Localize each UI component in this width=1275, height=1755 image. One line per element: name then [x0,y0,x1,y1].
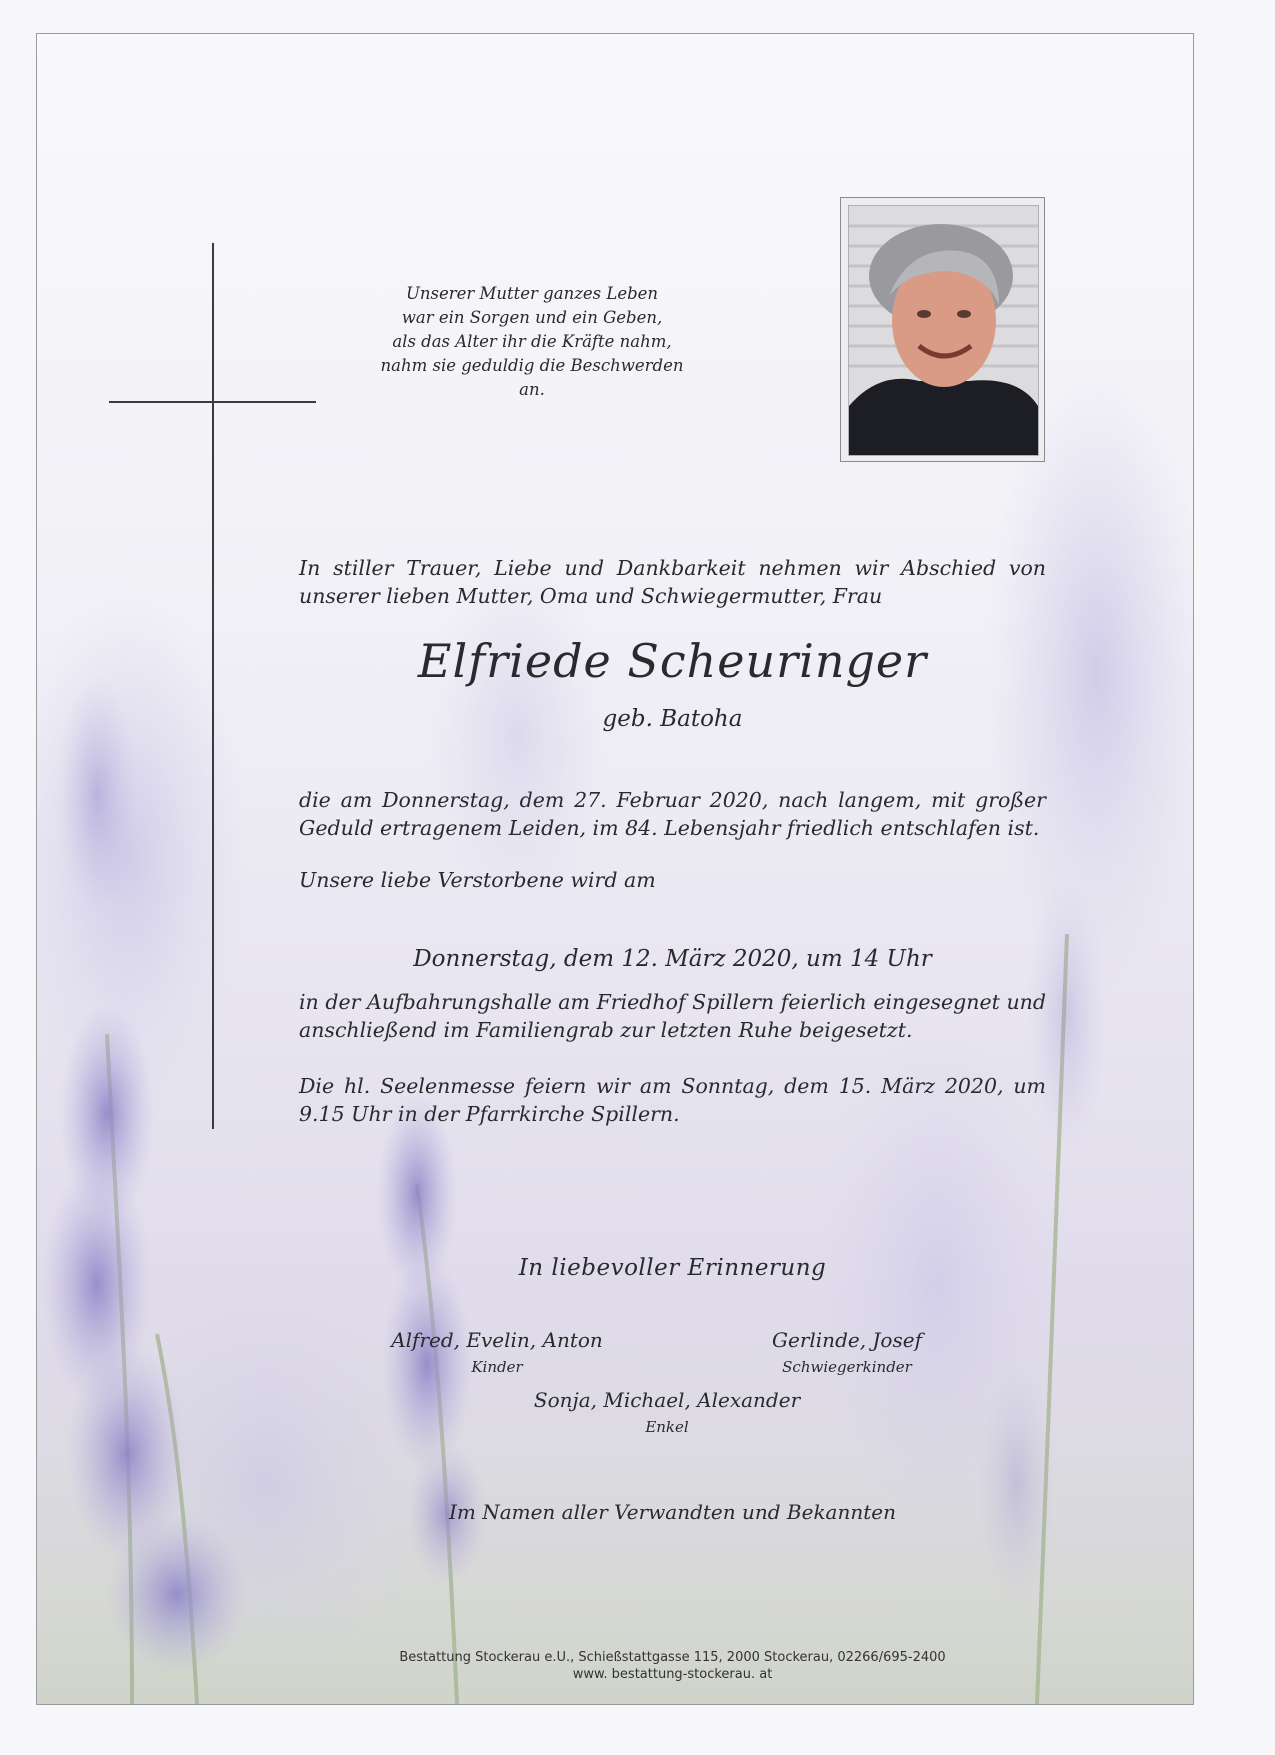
motto-line: nahm sie geduldig die Beschwerden an. [380,356,684,399]
mourner-group-children [387,1328,607,1376]
funeral-intro: Unsere liebe Verstorbene wird am [299,868,656,892]
mass-text: Die hl. Seelenmesse feiern wir am Sonntag, dem 15. März 2020, um 9.15 Uhr in der Pfarrkirche Spillern. [299,1074,1046,1126]
mourner-names: Gerlinde, Josef [772,1328,922,1352]
deceased-name: Elfriede Scheuringer [417,634,928,688]
maiden-name: geb. Batoha [602,706,743,732]
closing-line: Im Namen aller Verwandten und Bekannten [448,1500,896,1524]
mourner-group-grandchildren [512,1388,822,1436]
cross-bar [109,401,316,403]
motto-line: Unserer Mutter ganzes Leben [405,284,659,303]
death-text: die am Donnerstag, dem 27. Februar 2020, nach langem, mit großer Geduld ertragenem Leiden, im 84. Lebensjahr friedlich entschlafen ist. [299,788,1046,840]
footer [299,1649,1046,1683]
funeral-date: Donnerstag, dem 12. März 2020, um 14 Uhr [413,946,932,972]
cross-icon [212,243,214,1129]
funeral-text: in der Aufbahrungshalle am Friedhof Spillern feierlich eingesegnet und anschließend im Familiengrab zur letzten Ruhe beigesetzt. [299,990,1046,1042]
mourner-relation: Schwiegerkinder [782,1358,912,1376]
motto-line: war ein Sorgen und ein Geben, [401,308,663,327]
motto-line: als das Alter ihr die Kräfte nahm, [392,332,672,351]
intro-text: In stiller Trauer, Liebe und Dankbarkeit nehmen wir Abschied von unserer lieben Mutter, Oma und Schwiegermutter, Frau [299,556,1046,608]
footer-website: www. bestattung-stockerau. at [572,1667,773,1682]
motto-verse [367,282,697,402]
mourner-relation: Kinder [471,1358,523,1376]
memory-heading: In liebevoller Erinnerung [518,1255,827,1281]
mourner-names: Sonja, Michael, Alexander [533,1388,801,1412]
footer-address: Bestattung Stockerau e.U., Schießstattgasse 115, 2000 Stockerau, 02266/695-2400 [399,1650,946,1665]
mourner-relation: Enkel [645,1418,689,1436]
mourner-group-in-laws [737,1328,957,1376]
portrait-frame [840,197,1045,462]
portrait-photo [848,205,1039,456]
obituary-sheet [36,33,1194,1705]
mourner-names: Alfred, Evelin, Anton [391,1328,603,1352]
